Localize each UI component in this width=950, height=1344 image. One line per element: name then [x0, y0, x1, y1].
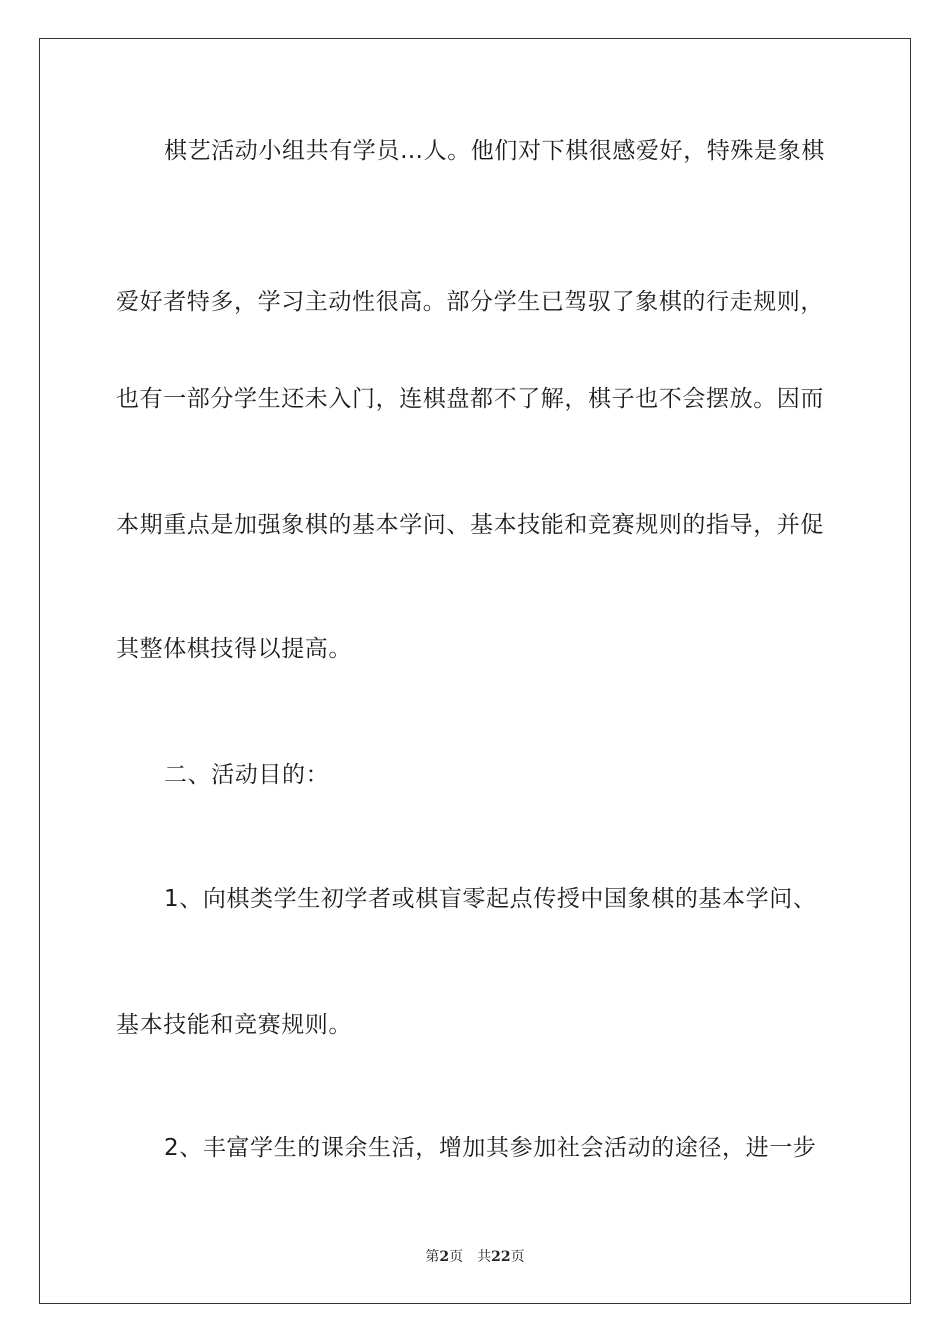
paragraph-line: 本期重点是加强象棋的基本学问、基本技能和竞赛规则的指导，并促: [116, 512, 824, 538]
list-item-line: 1、向棋类学生初学者或棋盲零起点传授中国象棋的基本学问、: [164, 886, 817, 912]
total-prefix: 共: [477, 1249, 492, 1265]
paragraph-line: 其整体棋技得以提高。: [116, 636, 352, 662]
section-heading: 二、活动目的：: [164, 762, 330, 788]
list-item-line: 基本技能和竞赛规则。: [116, 1012, 352, 1038]
page-footer: [0, 1247, 950, 1267]
total-pages: 22: [491, 1249, 511, 1265]
total-suffix: 页: [510, 1249, 525, 1265]
paragraph-line: 也有一部分学生还未入门，连棋盘都不了解，棋子也不会摆放。因而: [116, 386, 824, 412]
page-suffix: 页: [449, 1249, 464, 1265]
page-border: [39, 38, 911, 1304]
paragraph-line: 爱好者特多，学习主动性很高。部分学生已驾驭了象棋的行走规则，: [116, 289, 824, 315]
list-item-line: 2、丰富学生的课余生活，增加其参加社会活动的途径，进一步: [164, 1135, 817, 1161]
page-number: 2: [439, 1249, 450, 1265]
page-prefix: 第: [425, 1249, 440, 1265]
paragraph-line: 棋艺活动小组共有学员…人。他们对下棋很感爱好，特殊是象棋: [164, 138, 825, 164]
